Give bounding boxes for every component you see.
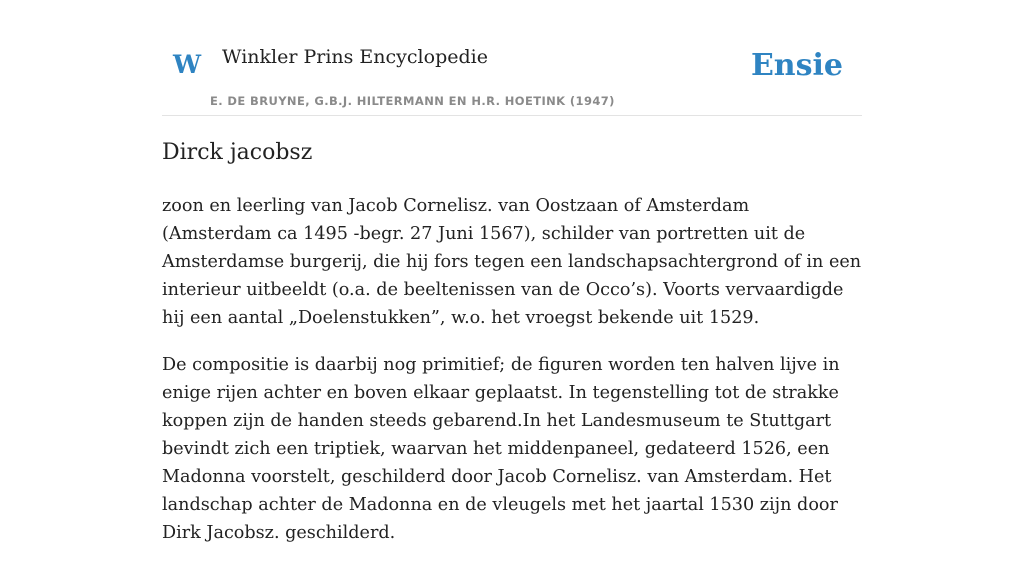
publication-logo[interactable]: W	[173, 50, 202, 79]
article-paragraph: De compositie is daarbij nog primitief; de figuren worden ten halven lijve in enige rijen achter en boven elkaar geplaatst. In tegenstelling tot de strakke koppen zijn de handen steeds gebarend.In het Landesmuseum te Stuttgart bevindt zich een triptiek, waarvan het middenpaneel, gedateerd 1526, een Madonna voorstelt, geschilderd door Jacob Cornelisz. van Amsterdam. Het landschap achter de Madonna en de vleugels met het jaartal 1530 zijn door Dirk Jacobsz. geschilderd.	[162, 355, 840, 543]
publication-header	[162, 36, 862, 116]
publication-authors: E. DE BRUYNE, G.B.J. HILTERMANN EN H.R. HOETINK (1947)	[210, 94, 615, 108]
ensie-brand-link[interactable]: Ensie	[750, 48, 843, 83]
article-title: Dirck jacobsz	[162, 140, 313, 165]
article-body	[162, 192, 862, 566]
publication-title[interactable]: Winkler Prins Encyclopedie	[222, 46, 488, 68]
article-paragraph: zoon en leerling van Jacob Cornelisz. van Oostzaan of Amsterdam (Amsterdam ca 1495 -begr. 27 Juni 1567), schilder van portretten uit de Amsterdamse burgerij, die hij fors tegen een landschapsachtergrond of in een interieur uitbeeldt (o.a. de beeltenissen van de Occo’s). Voorts vervaardigde hij een aantal „Doelenstukken”, w.o. het vroegst bekende uit 1529.	[162, 196, 862, 328]
